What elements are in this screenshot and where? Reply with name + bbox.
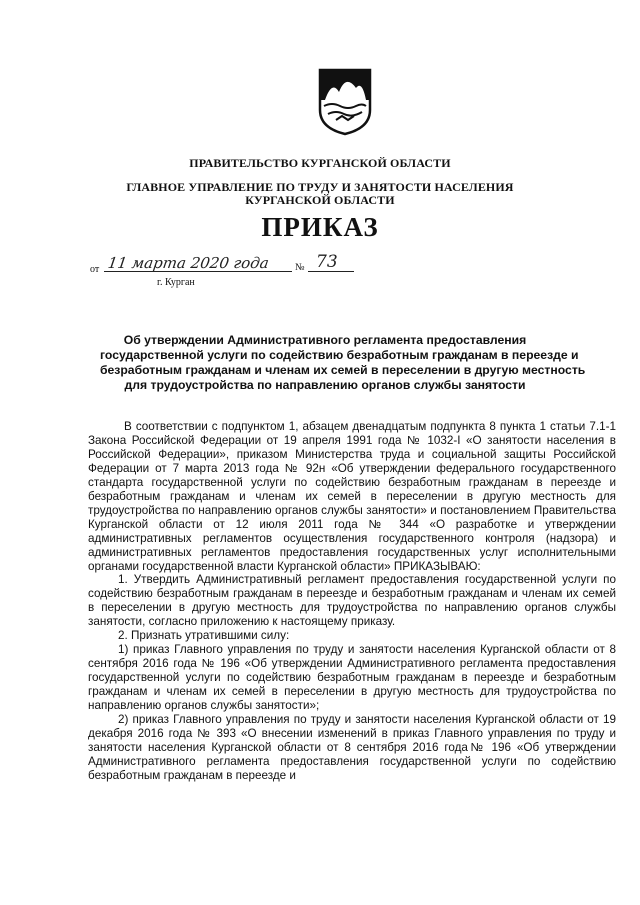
number-underline <box>308 271 354 272</box>
order-date-number-row <box>90 252 390 278</box>
body-paragraph-preamble: В соответствии с подпунктом 1, абзацем двенадцатым подпункта 8 пункта 1 статьи 7.1-1 Закона Российской Федерации от 19 апреля 1991 года № 1032-I «О занятости населения в Российской Федерации», приказом Министерства труда и социальной защиты Российской Федерации от 7 марта 2013 года № 92н «Об утверждении федерального государственного стандарта государственной услуги по содействию безработным гражданам в переезде и безработным гражданам и членам их семей в переселении в другую местность для трудоустройства по направлению органов службы занятости» и постановлением Правительства Курганской области от 12 июля 2011 года № 344 «О разработке и утверждении административных регламентов осуществления государственного контроля (надзора) и административных регламентов предоставления государственных услуг исполнительными органами государственной власти Курганской области» ПРИКАЗЫВАЮ: <box>88 420 616 573</box>
order-title <box>100 333 586 393</box>
order-title-line: Об утверждении Административного регламента предоставления <box>123 333 527 347</box>
org-name-region: КУРГАНСКОЙ ОБЛАСТИ <box>245 193 395 207</box>
number-label: № <box>295 262 305 273</box>
org-name-government: ПРАВИТЕЛЬСТВО КУРГАНСКОЙ ОБЛАСТИ <box>189 156 451 170</box>
order-body <box>88 420 616 783</box>
order-title-line: безработным гражданам и членам их семей в переселении в другую местность <box>100 363 586 377</box>
org-name-department: ГЛАВНОЕ УПРАВЛЕНИЕ ПО ТРУДУ И ЗАНЯТОСТИ НАСЕЛЕНИЯ <box>126 180 514 194</box>
issue-city: г. Курган <box>157 277 195 288</box>
order-number: 73 <box>316 252 338 272</box>
document-type-title: ПРИКАЗ <box>261 212 379 242</box>
body-paragraph-item-2: 2. Признать утратившими силу: <box>118 629 290 643</box>
order-title-line: для трудоустройства по направлению органов службы занятости <box>124 378 526 392</box>
body-paragraph-subitem-2: 2) приказ Главного управления по труду и занятости населения Курганской области от 19 декабря 2016 года № 393 «О внесении изменений в приказ Главного управления по труду и занятости населения Курганской области от 8 сентября 2016 года№ 196 «Об утверждении Административного регламента предоставления государственной услуги по содействию безработным гражданам в переезде и <box>88 713 616 782</box>
kurgan-coat-of-arms-icon <box>316 66 374 136</box>
order-date: 11 марта 2020 года <box>106 254 271 272</box>
body-paragraph-item-1: 1. Утвердить Административный регламент предоставления государственной услуги по содействию безработным гражданам в переезде и безработным гражданам и членам их семей в переселении в другую местность для трудоустройства по направлению органов службы занятости, согласно приложению к настоящему приказу. <box>88 573 616 629</box>
date-from-label: от <box>90 264 100 275</box>
body-paragraph-subitem-1: 1) приказ Главного управления по труду и занятости населения Курганской области от 8 сентября 2016 года № 196 «Об утверждении Административного регламента предоставления государственной услуги по содействию безработным гражданам в переезде и безработным гражданам и членам их семей в переселении в другую местность для трудоустройства по направлению органов службы занятости»; <box>88 643 616 713</box>
date-underline <box>104 271 292 272</box>
order-title-line: государственной услуги по содействию безработным гражданам в переезде и <box>100 348 579 362</box>
